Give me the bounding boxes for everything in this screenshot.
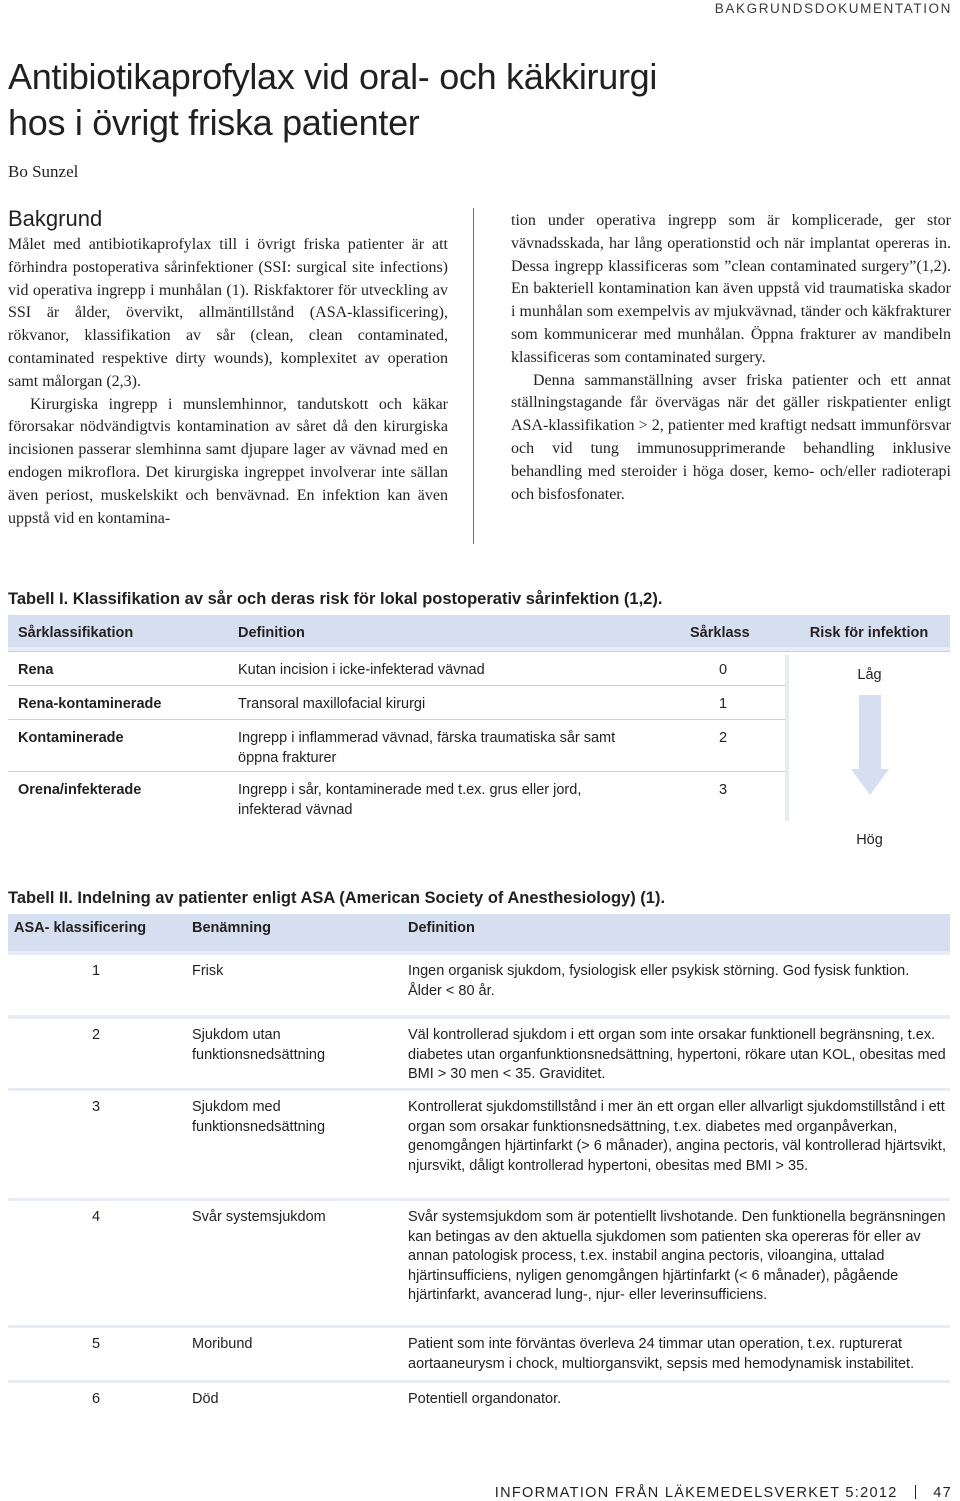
body-column-left [8, 206, 448, 530]
table2-header-row [8, 914, 950, 951]
table2-caption: Tabell II. Indelning av patienter enligt ASA (American Society of Anesthesiology) (1). [8, 889, 666, 907]
table2-cell-asa: 3 [92, 1099, 101, 1115]
column-divider [473, 208, 474, 544]
table1-cell-class: 3 [718, 782, 728, 798]
table2-cell-name: Sjukdom med funktionsnedsättning [192, 1099, 326, 1135]
table1-cell-definition: Ingrepp i inflammerad vävnad, färska traumatiska sår samt öppna frakturer [238, 730, 616, 766]
table2-cell-name: Moribund [192, 1336, 253, 1352]
table2-cell-definition: Svår systemsjukdom som är potentiellt livshotande. Den funktionella begränsningen kan betingas av den aktuella sjukdomen som patienten ska opereras för eller av annan patologisk process, t.ex. instabil angina pectoris, viloangina, uttalad hjärtinsufficiens, nyligen genomgången hjärtinfarkt (< 6 månader), pågående hjärtinfarkt, avancerad lung-, njur- eller leverinsufficiens. [408, 1209, 946, 1303]
arrow-down-icon [859, 695, 881, 771]
table1-cell-definition: Ingrepp i sår, kontaminerade med t.ex. grus eller jord, infekterad vävnad [238, 782, 582, 818]
table-row [8, 1091, 950, 1198]
table2-cell-definition: Väl kontrollerad sjukdom i ett organ som inte orsakar funktionell begränsning, t.ex. diabetes utan organfunktionsnedsättning, hypertoni, rökare utan KOL, obesitas med BMI > 30 men < 35. Graviditet. [408, 1027, 946, 1082]
table1-cell-classification: Rena [18, 662, 54, 678]
table2-cell-definition: Potentiell organdonator. [408, 1391, 562, 1407]
paragraph-2-end: tion under operativa ingrepp som är komplicerade, ger stor vävnadsskada, har lång operationstid och när implantat opereras in. Dessa ingrepp klassificeras som ”clean contaminated surgery”(1,2). En bakteriell kontamination kan även uppstå vid traumatiska skador i munhålan som exempelvis av mjukvävnad, tänder och käkfrakturer som kommunicerar med munhålan. Öppna frakturer av mandibeln klassificeras som contaminated surgery. [511, 212, 951, 366]
table1-cell-classification: Rena-kontaminerade [18, 696, 162, 712]
table1-cell-class: 0 [718, 662, 728, 678]
footer-publication: INFORMATION FRÅN LÄKEMEDELSVERKET 5:2012 [494, 1485, 898, 1501]
paragraph-3: Denna sammanställning avser friska patienter och ett annat ställningstagande får övervägas när det gäller riskpatienter enligt ASA-klassifikation > 2, patienter med kraftigt nedsatt immunförsvar och vid tung immunosupprimerande behandling inklusive behandling med steroider i höga doser, kemo- och/eller radioterapi och bisfosfonater. [511, 371, 951, 503]
table1-caption: Tabell I. Klassifikation av sår och deras risk för lokal postoperativ sårinfektion (1,2). [8, 590, 663, 608]
footer-separator [915, 1485, 916, 1499]
asa-classification-table [8, 914, 950, 1430]
table2-cell-asa: 6 [92, 1391, 101, 1407]
table2-cell-name: Frisk [192, 963, 224, 979]
table1-header-class: Sårklass [690, 625, 750, 641]
table2-cell-asa: 5 [92, 1336, 101, 1352]
table1-header-definition: Definition [238, 625, 305, 641]
table1-header-risk: Risk för infektion [809, 625, 929, 641]
table-row [8, 1019, 950, 1088]
table2-cell-asa: 1 [92, 963, 101, 979]
table-row [8, 1328, 950, 1380]
section-label: BAKGRUNDSDOKUMENTATION [714, 1, 952, 16]
table2-cell-definition: Ingen organisk sjukdom, fysiologisk eller psykisk störning. God fysisk funktion. Ålder < 80 år. [408, 963, 910, 999]
table1-cell-definition: Kutan incision i icke-infekterad vävnad [238, 662, 485, 678]
table2-cell-asa: 2 [92, 1027, 101, 1043]
page-title [8, 54, 908, 146]
author: Bo Sunzel [8, 162, 79, 181]
wound-classification-table [8, 615, 950, 848]
page-number: 47 [933, 1485, 952, 1501]
table2-cell-definition: Kontrollerat sjukdomstillstånd i mer än ett organ eller allvarligt sjukdomstillstånd i ett organ som orsakar funktionsnedsättning, t.ex. diabetes med organpåverkan, genomgången hjärtinfarkt (> 6 månader), angina pectoris, väl kontrollerad hjärtsvikt, njursvikt, dåligt kontrollerad hypertoni, obesitas med BMI > 35. [408, 1099, 946, 1174]
table1-cell-class: 1 [718, 696, 728, 712]
risk-scale [785, 655, 950, 848]
table-row [8, 1383, 950, 1430]
body-column-right [511, 210, 951, 506]
arrow-head-icon [851, 769, 889, 795]
table1-cell-classification: Kontaminerade [18, 730, 124, 746]
title-line-1: Antibiotikaprofylax vid oral- och käkkirurgi [8, 56, 658, 97]
paragraph-1: Målet med antibiotikaprofylax till i övrigt friska patienter är att förhindra postoperativa sårinfektioner (SSI: surgical site infections) vid operativa ingrepp i munhålan (1). Riskfaktorer för utveckling av SSI är ålder, övervikt, allmäntillstånd (ASA-klassificering), rökvanor, klassifikation av sår (clean, clean contaminated, contaminated respektive dirty wounds), komplexitet av operation samt målorgan (2,3). [8, 236, 448, 390]
table2-header-definition: Definition [408, 920, 475, 936]
table1-header-row [8, 615, 950, 647]
risk-low-label: Låg [857, 667, 882, 683]
table2-cell-definition: Patient som inte förväntas överleva 24 timmar utan operation, t.ex. rupturerat aortaaneurysm i chock, multiorgansvikt, sepsis med hemodynamisk instabilitet. [408, 1336, 915, 1372]
table-row [8, 1201, 950, 1325]
risk-high-label: Hög [856, 832, 883, 848]
title-line-2: hos i övrigt friska patienter [8, 102, 420, 143]
table2-cell-asa: 4 [92, 1209, 101, 1225]
table1-cell-definition: Transoral maxillofacial kirurgi [238, 696, 426, 712]
table2-cell-name: Sjukdom utan funktionsnedsättning [192, 1027, 326, 1063]
table1-header-classification: Sårklassifikation [18, 625, 134, 641]
table2-header-asa: ASA- klassificering [14, 920, 147, 936]
table2-header-name: Benämning [192, 920, 271, 936]
table2-cell-name: Död [192, 1391, 219, 1407]
table2-cell-name: Svår systemsjukdom [192, 1209, 326, 1225]
paragraph-2-start: Kirurgiska ingrepp i munslemhinnor, tandutskott och käkar förorsakar nödvändigtvis kontamination av såret då den kirurgiska incisionen passerar slemhinna samt djupare lager av vävnad med en endogen mikroflora. Det kirurgiska ingreppet involverar inte sällan även periost, muskelskikt och benvävnad. En infektion kan även uppstå vid en kontamina- [8, 395, 448, 527]
footer [495, 1485, 952, 1501]
section-heading: Bakgrund [8, 206, 103, 231]
table1-cell-class: 2 [718, 730, 728, 746]
table-row [8, 955, 950, 1015]
table1-cell-classification: Orena/infekterade [18, 782, 142, 798]
